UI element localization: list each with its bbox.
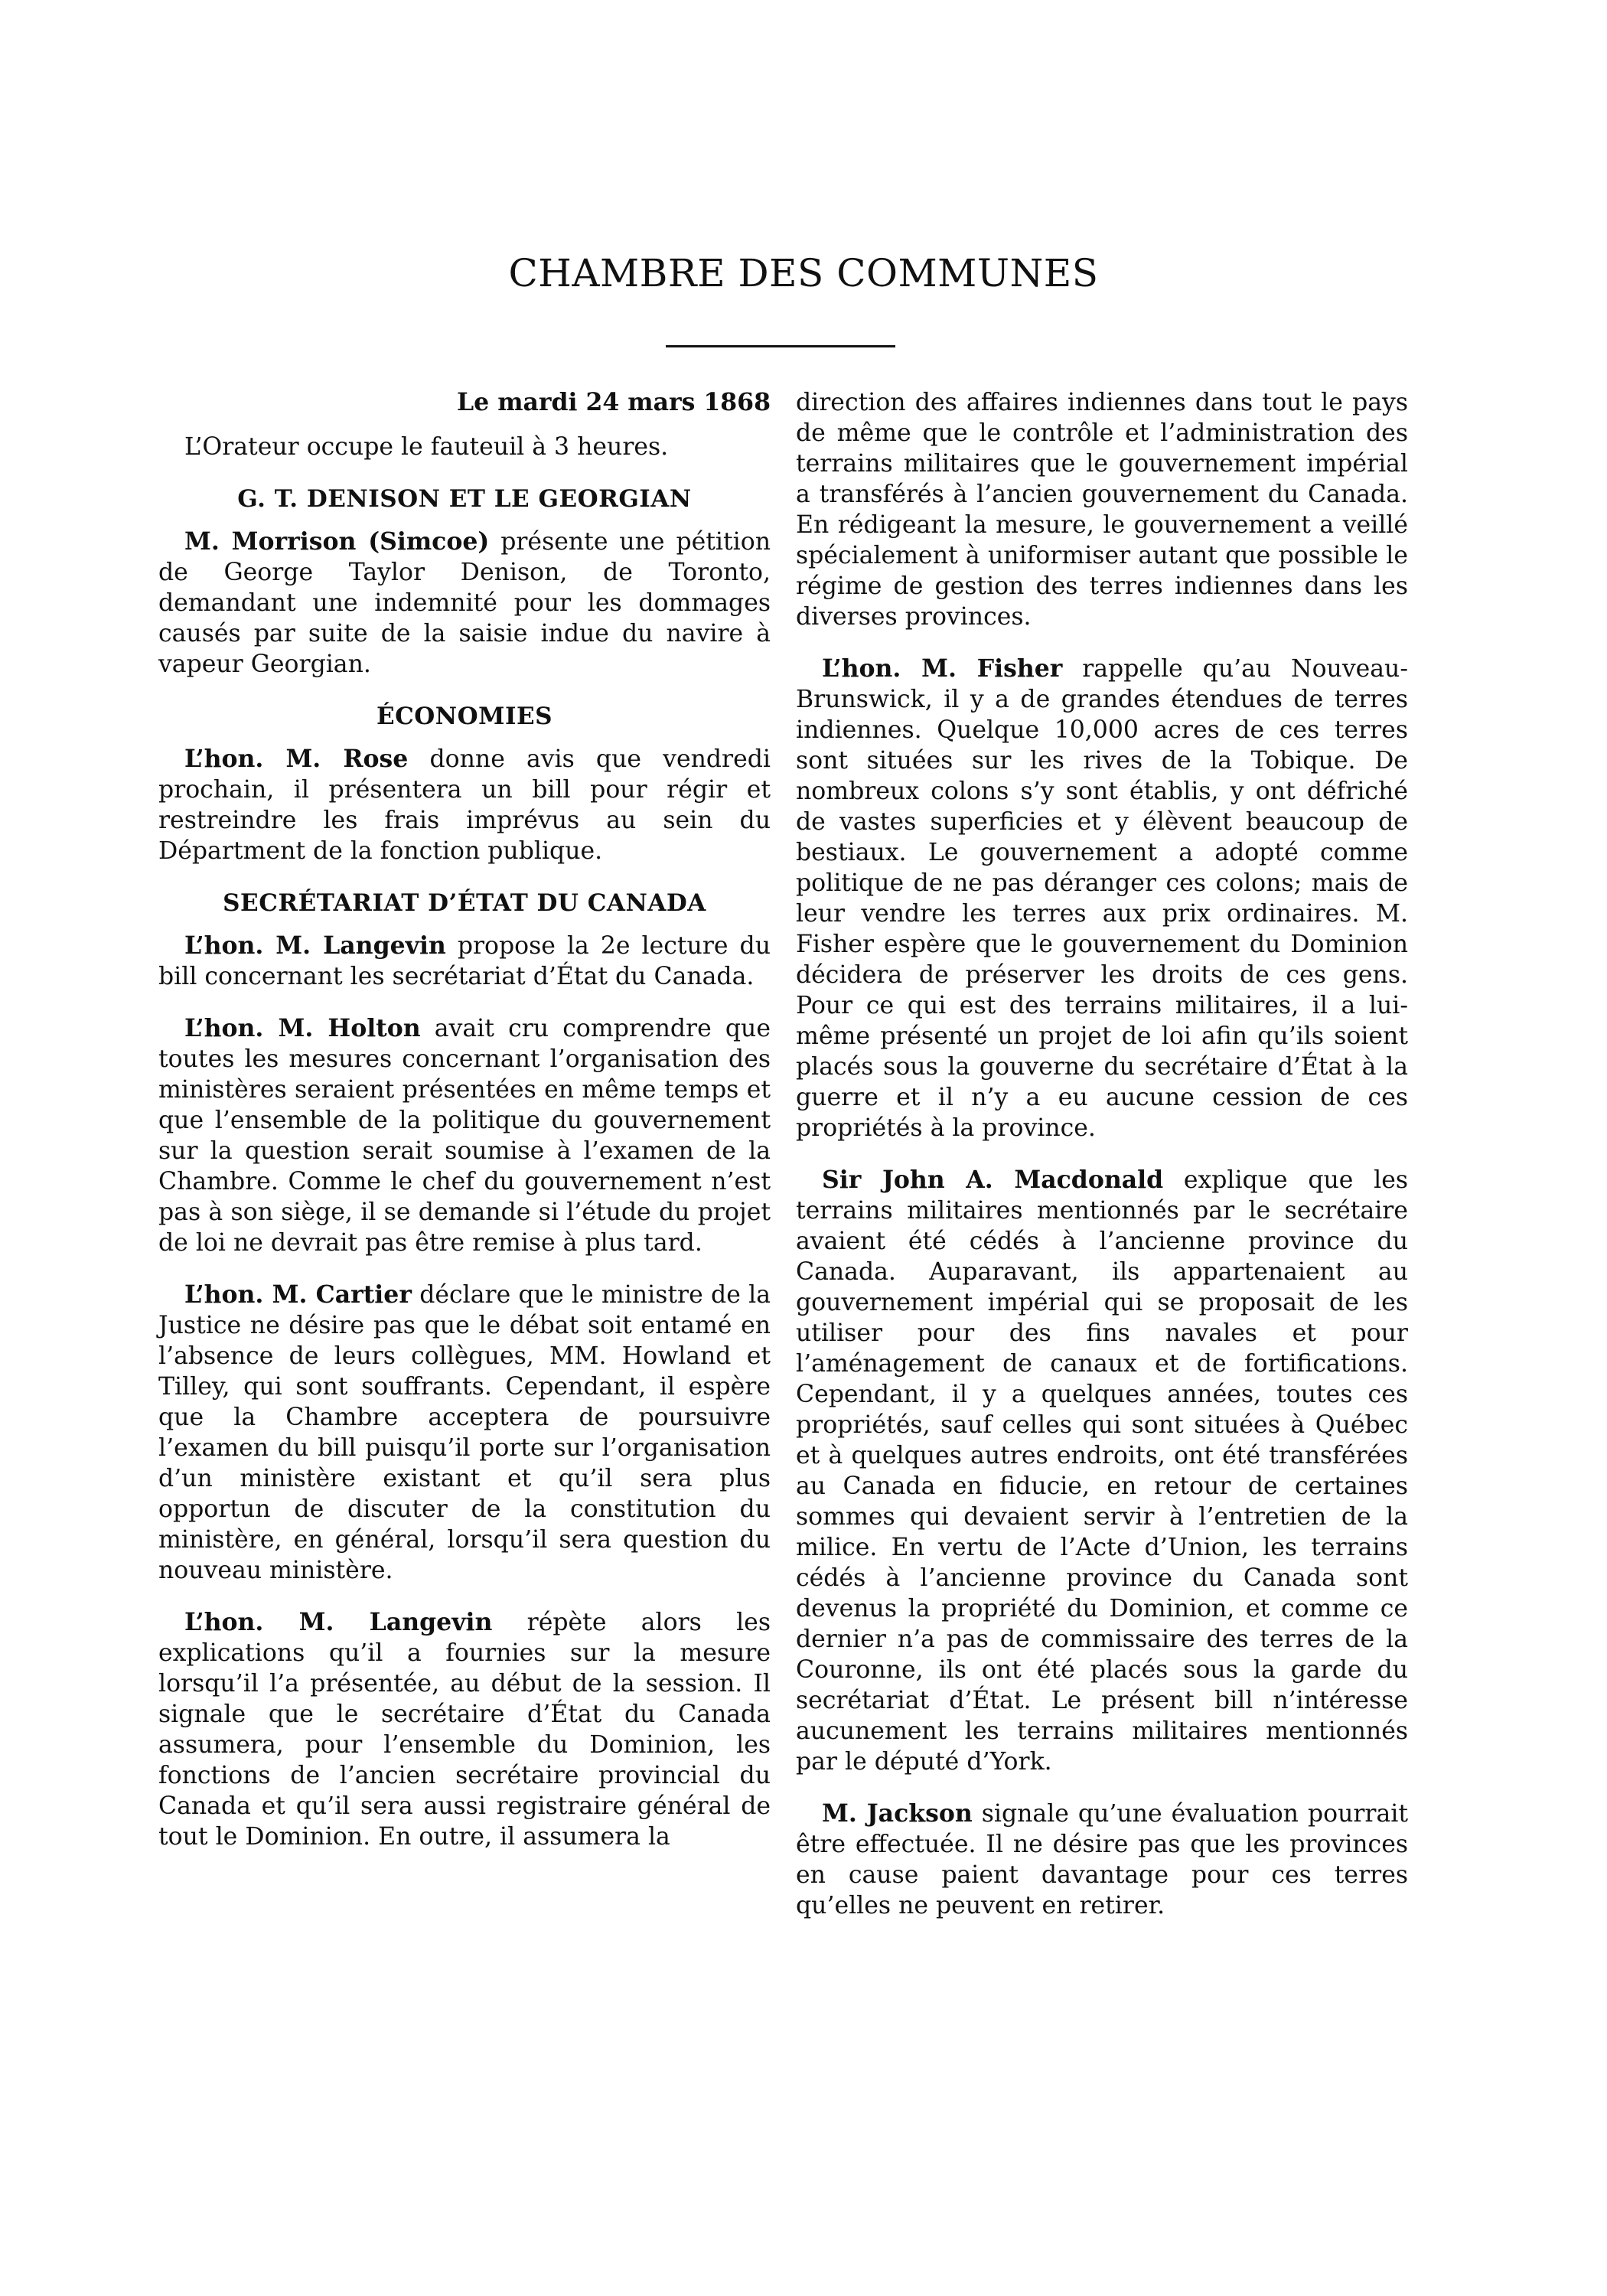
speaker-name: M. Morrison (Simcoe): [184, 527, 490, 556]
title-rule: [666, 345, 895, 347]
speaker-name: L’hon. M. Langevin: [184, 931, 446, 960]
paragraph: [796, 654, 1408, 1143]
sitting-opening: L’Orateur occupe le fauteuil à 3 heures.: [184, 433, 669, 461]
section-heading-economies: ÉCONOMIES: [376, 703, 553, 730]
speaker-name: L’hon. M. Holton: [184, 1014, 421, 1042]
paragraph: [158, 1280, 771, 1586]
section-heading-denison: G. T. DENISON ET LE GEORGIAN: [237, 485, 692, 513]
paragraph: [158, 931, 771, 992]
paragraph: [796, 1165, 1408, 1777]
speaker-name: L’hon. M. Rose: [184, 745, 409, 773]
paragraph: [158, 744, 771, 866]
page-title: CHAMBRE DES COMMUNES: [508, 251, 1099, 295]
paragraph-text: avait cru comprendre que toutes les mesures concernant l’organisation des ministères seraient présentées en même temps et que l’ensemble de la politique du gouvernement sur la question serait soumise à l’examen de la Chambre. Comme le chef du gouvernement n’est pas à son siège, il se demande si l’étude du projet de loi ne devrait pas être remise à plus tard.: [158, 1015, 771, 1257]
paragraph: [158, 1013, 771, 1258]
paragraph-text: propose la 2e lecture du bill concernant les secrétariat d’État du Canada.: [158, 932, 771, 990]
sitting-date: Le mardi 24 mars 1868: [457, 388, 771, 416]
left-column: [158, 387, 771, 1874]
speaker-name: Sir John A. Macdonald: [822, 1166, 1164, 1194]
paragraph-text: rappelle qu’au Nouveau-Brunswick, il y a de grandes étendues de terres indiennes. Quelque 10,000 acres de ces terres sont situées sur les rives de la Tobique. De nombreux colons s’y sont établis, y ont défriché de vastes superficies et y élèvent beaucoup de bestiaux. Le gouvernement a adopté comme politique de ne pas déranger ces colons; mais de leur vendre les terres aux prix ordinaires. M. Fisher espère que le gouvernement du Dominion décidera de préserver les droits de ces gens. Pour ce qui est des terrains militaires, il a lui-même présenté un projet de loi afin qu’ils soient placés sous la gouverne du secrétaire d’État à la guerre et il n’y a eu aucune cession de ces propriétés à la province.: [796, 655, 1408, 1142]
paragraph-text: répète alors les explications qu’il a fournies sur la mesure lorsqu’il l’a présentée, au début de la session. Il signale que le secrétaire d’État du Canada assumera, pour l’ensemble du Dominion, les fonctions de l’ancien secrétaire provincial du Canada et qu’il sera aussi registraire général de tout le Dominion. En outre, il assumera la: [158, 1609, 771, 1851]
section-heading-secretariat: SECRÉTARIAT D’ÉTAT DU CANADA: [223, 889, 706, 917]
paragraph-text: donne avis que vendredi prochain, il présentera un bill pour régir et restreindre les frais imprévus au sein du Départment de la fonction publique.: [158, 745, 771, 865]
paragraph: [796, 1799, 1408, 1921]
speaker-name: L’hon. M. Cartier: [184, 1280, 412, 1309]
paragraph: [158, 1607, 771, 1852]
speaker-name: M. Jackson: [822, 1799, 973, 1828]
paragraph-text: signale qu’une évaluation pourrait être effectuée. Il ne désire pas que les provinces en cause paient davantage pour ces terres qu’elles ne peuvent en retirer.: [796, 1800, 1408, 1919]
paragraph-text: présente une pétition de George Taylor Denison, de Toronto, demandant une indemnité pour les dommages causés par suite de la saisie indue du navire à vapeur Georgian.: [158, 528, 771, 678]
paragraph-continuation: direction des affaires indiennes dans tout le pays de même que le contrôle et l’administration des terrains militaires que le gouvernement impérial a transférés à l’ancien gouvernement du Canada. En rédigeant la mesure, le gouvernement a veillé spécialement à uniformiser autant que possible le régime de gestion des terres indiennes dans les diverses provinces.: [796, 389, 1408, 631]
paragraph-text: déclare que le ministre de la Justice ne désire pas que le débat soit entamé en l’absence de leurs collègues, MM. Howland et Tilley, qui sont souffrants. Cependant, il espère que la Chambre acceptera de poursuivre l’examen du bill puisqu’il porte sur l’organisation d’un ministère existant et qu’il sera plus opportun de discuter de la constitution du ministère, en général, lorsqu’il sera question du nouveau ministère.: [158, 1281, 771, 1584]
right-column: [796, 387, 1408, 1942]
speaker-name: L’hon. M. Fisher: [822, 654, 1063, 683]
paragraph: [158, 527, 771, 680]
speaker-name: L’hon. M. Langevin: [184, 1608, 493, 1636]
paragraph-text: explique que les terrains militaires mentionnés par le secrétaire avaient été cédés à l’ancienne province du Canada. Auparavant, ils appartenaient au gouvernement impérial qui se proposait de les utiliser pour des fins navales et pour l’aménagement de canaux et de fortifications. Cependant, il y a quelques années, toutes ces propriétés, sauf celles qui sont situées à Québec et à quelques autres endroits, ont été transférées au Canada en fiducie, en retour de certaines sommes qui devaient servir à l’entretien de la milice. En vertu de l’Acte d’Union, les terrains cédés à l’ancienne province du Canada sont devenus la propriété du Dominion, et comme ce dernier n’a pas de commissaire des terres de la Couronne, ils ont été placés sous la garde du secrétariat d’État. Le présent bill n’intéresse aucunement les terrains militaires mentionnés par le député d’York.: [796, 1166, 1408, 1776]
